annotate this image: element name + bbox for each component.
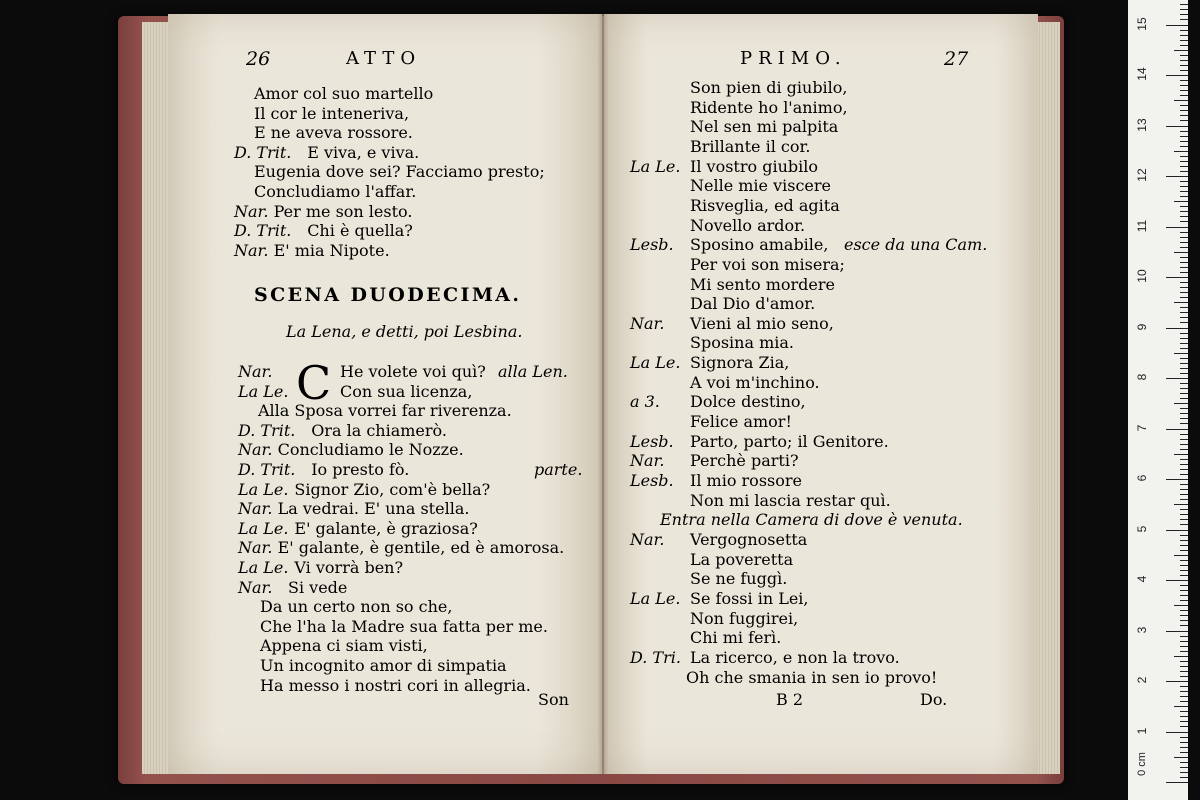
ruler-number: 14 xyxy=(1135,67,1149,81)
ruler-tick xyxy=(1180,161,1188,162)
ruler-tick xyxy=(1166,176,1188,177)
ruler-tick xyxy=(1180,181,1188,182)
verse-line: Ora la chiamerò. xyxy=(311,420,447,440)
ruler-tick xyxy=(1180,620,1188,621)
verse-line: Non mi lascia restar quì. xyxy=(690,490,891,510)
speaker-label: D. Trit. xyxy=(238,460,296,479)
verse-line: Se ne fuggì. xyxy=(690,569,788,589)
ruler-tick xyxy=(1180,196,1188,197)
right-running-head: PRIMO. xyxy=(740,48,847,69)
ruler-tick xyxy=(1180,499,1188,500)
ruler-tick xyxy=(1180,590,1188,591)
ruler-tick xyxy=(1180,267,1188,268)
ruler-tick xyxy=(1180,423,1188,424)
speaker-label: Nar. xyxy=(238,499,273,519)
left-page-number: 26 xyxy=(246,48,271,70)
speaker-label: La Le. xyxy=(238,558,289,577)
measuring-ruler xyxy=(1128,0,1188,800)
speaker-label: La Le. xyxy=(630,588,681,608)
ruler-tick xyxy=(1180,625,1188,626)
ruler-tick xyxy=(1180,762,1188,763)
verse-line: Il cor le inteneriva, xyxy=(254,103,410,123)
verse-line: Signora Zia, xyxy=(690,353,790,373)
stage-direction: esce da una Cam. xyxy=(844,235,988,255)
verse-line: Un incognito amor di simpatia xyxy=(260,656,507,675)
ruler-tick xyxy=(1180,388,1188,389)
ruler-tick xyxy=(1180,272,1188,273)
ruler-tick xyxy=(1180,307,1188,308)
ruler-tick xyxy=(1180,136,1188,137)
ruler-tick xyxy=(1166,378,1188,379)
verse-line: E ne aveva rossore. xyxy=(254,123,413,143)
ruler-tick xyxy=(1174,353,1188,354)
ruler-tick xyxy=(1180,570,1188,571)
ruler-tick xyxy=(1174,100,1188,101)
ruler-tick xyxy=(1180,600,1188,601)
ruler-tick xyxy=(1180,211,1188,212)
speaker-label: a 3. xyxy=(630,392,660,412)
verse-line: Io presto fò. xyxy=(311,460,410,479)
ruler-tick xyxy=(1166,429,1188,430)
ruler-tick xyxy=(1180,439,1188,440)
verse-line: Brillante il cor. xyxy=(690,136,811,156)
ruler-number: 3 xyxy=(1135,626,1149,633)
ruler-tick xyxy=(1174,555,1188,556)
ruler-tick xyxy=(1180,641,1188,642)
ruler-tick xyxy=(1180,312,1188,313)
ruler-tick xyxy=(1180,171,1188,172)
ruler-tick xyxy=(1180,115,1188,116)
ruler-tick xyxy=(1180,545,1188,546)
ruler-tick xyxy=(1180,186,1188,187)
ruler-tick xyxy=(1180,333,1188,334)
stage-direction: alla Len. xyxy=(498,362,568,381)
ruler-tick xyxy=(1174,201,1188,202)
ruler-tick xyxy=(1180,110,1188,111)
ruler-tick xyxy=(1180,317,1188,318)
verse-line: Amor col suo martello xyxy=(254,84,434,103)
left-page-edges xyxy=(142,22,168,774)
ruler-tick xyxy=(1180,434,1188,435)
ruler-tick xyxy=(1180,297,1188,298)
ruler-tick xyxy=(1180,55,1188,56)
ruler-tick xyxy=(1166,530,1188,531)
verse-line: A voi m'inchino. xyxy=(690,372,820,392)
ruler-tick xyxy=(1180,464,1188,465)
verse-line: E' galante, è gentile, ed è amorosa. xyxy=(277,538,565,558)
speaker-label: Lesb. xyxy=(630,471,674,490)
ruler-tick xyxy=(1180,676,1188,677)
speaker-label: Nar. xyxy=(238,538,273,558)
verse-line: Signor Zio, com'è bella? xyxy=(294,479,491,499)
ruler-tick xyxy=(1180,70,1188,71)
verse-line: Risveglia, ed agita xyxy=(690,195,840,215)
ruler-number: 15 xyxy=(1135,16,1149,31)
verse-line: Oh che smania in sen io provo! xyxy=(686,667,938,687)
ruler-tick xyxy=(1180,398,1188,399)
ruler-number: 13 xyxy=(1135,117,1149,132)
speaker-label: Lesb. xyxy=(630,235,674,255)
verse-line: Perchè parti? xyxy=(690,451,799,471)
ruler-tick xyxy=(1180,595,1188,596)
ruler-tick xyxy=(1180,489,1188,490)
verse-line: Son pien di giubilo, xyxy=(690,78,848,97)
verse-line: Ridente ho l'animo, xyxy=(690,97,848,117)
verse-line: Si vede xyxy=(288,577,348,597)
ruler-tick xyxy=(1180,636,1188,637)
ruler-tick xyxy=(1166,681,1188,682)
ruler-tick xyxy=(1180,474,1188,475)
ruler-tick xyxy=(1180,484,1188,485)
verse-line: Il vostro giubilo xyxy=(690,156,818,176)
ruler-tick xyxy=(1180,651,1188,652)
verse-line: E' galante, è graziosa? xyxy=(294,518,478,538)
ruler-tick xyxy=(1180,691,1188,692)
speaker-label: Lesb. xyxy=(630,431,674,451)
ruler-tick xyxy=(1180,550,1188,551)
ruler-tick xyxy=(1180,575,1188,576)
verse-line: Il mio rossore xyxy=(690,471,802,490)
ruler-number: 2 xyxy=(1135,676,1149,684)
ruler-tick xyxy=(1180,105,1188,106)
ruler-tick xyxy=(1180,560,1188,561)
ruler-tick xyxy=(1180,737,1188,738)
ruler-tick xyxy=(1180,449,1188,450)
ruler-tick xyxy=(1180,393,1188,394)
ruler-tick xyxy=(1180,30,1188,31)
ruler-tick xyxy=(1166,126,1188,127)
ruler-tick xyxy=(1180,80,1188,81)
ruler-number: 10 xyxy=(1135,269,1149,283)
stage-direction: parte. xyxy=(534,460,583,479)
ruler-tick xyxy=(1180,4,1188,5)
ruler-number: 7 xyxy=(1135,424,1149,431)
verse-line: Sposina mia. xyxy=(690,333,795,353)
ruler-tick xyxy=(1180,287,1188,288)
ruler-number: 6 xyxy=(1135,474,1149,482)
ruler-tick xyxy=(1174,656,1188,657)
ruler-tick xyxy=(1180,373,1188,374)
ruler-tick xyxy=(1174,757,1188,758)
ruler-tick xyxy=(1174,252,1188,253)
ruler-tick xyxy=(1180,90,1188,91)
ruler-tick xyxy=(1180,646,1188,647)
ruler-number: 11 xyxy=(1135,219,1149,232)
ruler-tick xyxy=(1180,696,1188,697)
ruler-tick xyxy=(1180,216,1188,217)
verse-line: Ha messo i nostri cori in allegria. xyxy=(260,675,531,695)
speaker-label: D. Trit. xyxy=(234,221,292,241)
ruler-tick xyxy=(1180,292,1188,293)
speaker-label: La Le. xyxy=(630,353,681,373)
verse-line: Non fuggirei, xyxy=(690,608,799,628)
ruler-tick xyxy=(1180,666,1188,667)
ruler-tick xyxy=(1166,328,1188,329)
ruler-tick xyxy=(1180,45,1188,46)
verse-line: Novello ardor. xyxy=(690,215,806,235)
ruler-unit-label: 0 cm xyxy=(1135,752,1148,776)
verse-line: Dal Dio d'amor. xyxy=(690,294,816,314)
ruler-tick xyxy=(1180,671,1188,672)
ruler-tick xyxy=(1180,772,1188,773)
speaker-label: D. Tri. xyxy=(630,647,681,667)
ruler-tick xyxy=(1180,166,1188,167)
ruler-tick xyxy=(1180,247,1188,248)
ruler-tick xyxy=(1180,343,1188,344)
ruler-tick xyxy=(1180,232,1188,233)
verse-line: Eugenia dove sei? Facciamo presto; xyxy=(254,162,545,182)
signature-mark: B 2 xyxy=(776,690,804,709)
ruler-tick xyxy=(1180,363,1188,364)
stage-direction: Entra nella Camera di dove è venuta. xyxy=(660,510,963,530)
ruler-tick xyxy=(1180,610,1188,611)
ruler-tick xyxy=(1166,25,1188,26)
ruler-tick xyxy=(1166,631,1188,632)
ruler-tick xyxy=(1180,711,1188,712)
verse-line: Concludiamo le Nozze. xyxy=(277,440,464,460)
ruler-tick xyxy=(1180,257,1188,258)
speaker-label: Nar. xyxy=(238,362,273,381)
ruler-tick xyxy=(1180,242,1188,243)
ruler-tick xyxy=(1180,131,1188,132)
ruler-tick xyxy=(1166,227,1188,228)
verse-line: Per voi son misera; xyxy=(690,254,845,274)
ruler-tick xyxy=(1174,706,1188,707)
ruler-tick xyxy=(1174,403,1188,404)
ruler-tick xyxy=(1180,156,1188,157)
ruler-tick xyxy=(1180,413,1188,414)
ruler-tick xyxy=(1174,302,1188,303)
ruler-tick xyxy=(1166,479,1188,480)
speaker-label: D. Trit. xyxy=(238,420,296,440)
verse-line: Felice amor! xyxy=(690,412,792,432)
scene-subtitle: La Lena, e detti, poi Lesbina. xyxy=(286,322,523,341)
speaker-label: Nar. xyxy=(238,577,273,597)
ruler-tick xyxy=(1180,701,1188,702)
speaker-label: La Le. xyxy=(630,156,681,176)
drop-capital: C xyxy=(296,356,332,410)
ruler-number: 1 xyxy=(1135,727,1149,734)
ruler-tick xyxy=(1180,444,1188,445)
right-catchword: Do. xyxy=(920,690,948,709)
book-gutter xyxy=(598,14,608,774)
ruler-tick xyxy=(1166,277,1188,278)
verse-line: Se fossi in Lei, xyxy=(690,588,809,608)
ruler-tick xyxy=(1180,348,1188,349)
ruler-tick xyxy=(1180,469,1188,470)
ruler-tick xyxy=(1180,60,1188,61)
verse-line: Nelle mie viscere xyxy=(690,176,832,196)
verse-line: Chi è quella? xyxy=(307,221,413,241)
ruler-tick xyxy=(1180,661,1188,662)
verse-line: Con sua licenza, xyxy=(340,381,473,401)
speaker-label: Nar. xyxy=(630,529,665,549)
ruler-tick xyxy=(1180,408,1188,409)
verse-line: Per me son lesto. xyxy=(273,201,413,221)
ruler-tick xyxy=(1180,535,1188,536)
verse-line: Da un certo non so che, xyxy=(260,597,453,617)
ruler-tick xyxy=(1166,732,1188,733)
ruler-tick xyxy=(1180,206,1188,207)
ruler-tick xyxy=(1180,95,1188,96)
speaker-label: Nar. xyxy=(234,240,269,260)
verse-line: La poveretta xyxy=(690,549,794,569)
verse-line: Che l'ha la Madre sua fatta per me. xyxy=(260,616,548,636)
ruler-tick xyxy=(1180,338,1188,339)
ruler-tick xyxy=(1180,383,1188,384)
ruler-tick xyxy=(1180,368,1188,369)
speaker-label: Nar. xyxy=(630,451,665,471)
verse-line: E' mia Nipote. xyxy=(273,240,390,260)
ruler-tick xyxy=(1180,726,1188,727)
ruler-tick xyxy=(1180,358,1188,359)
ruler-tick xyxy=(1180,120,1188,121)
speaker-label: Nar. xyxy=(238,440,273,460)
ruler-tick xyxy=(1180,146,1188,147)
ruler-tick xyxy=(1180,585,1188,586)
ruler-tick xyxy=(1180,191,1188,192)
ruler-tick xyxy=(1180,221,1188,222)
verse-line: Alla Sposa vorrei far riverenza. xyxy=(258,401,512,421)
verse-line: La vedrai. E' una stella. xyxy=(277,499,470,519)
verse-line: Vieni al mio seno, xyxy=(690,313,834,333)
ruler-tick xyxy=(1166,782,1188,783)
ruler-tick xyxy=(1180,742,1188,743)
ruler-tick xyxy=(1180,35,1188,36)
left-catchword: Son xyxy=(538,690,569,709)
ruler-tick xyxy=(1180,615,1188,616)
ruler-tick xyxy=(1180,686,1188,687)
left-running-head: ATTO xyxy=(346,48,422,69)
ruler-tick xyxy=(1166,580,1188,581)
ruler-tick xyxy=(1180,65,1188,66)
ruler-tick xyxy=(1180,767,1188,768)
ruler-tick xyxy=(1180,540,1188,541)
ruler-tick xyxy=(1180,322,1188,323)
speaker-label: Nar. xyxy=(234,201,269,221)
verse-line: Parto, parto; il Genitore. xyxy=(690,431,889,451)
verse-line: E viva, e viva. xyxy=(307,142,420,162)
verse-line: Chi mi ferì. xyxy=(690,628,782,648)
speaker-label: D. Trit. xyxy=(234,142,292,162)
scene-title: SCENA DUODECIMA. xyxy=(254,284,522,306)
speaker-label: La Le. xyxy=(238,518,289,538)
verse-line: Sposino amabile, xyxy=(690,235,829,255)
ruler-tick xyxy=(1180,262,1188,263)
ruler-tick xyxy=(1180,282,1188,283)
verse-line: La ricerco, e non la trovo. xyxy=(690,647,900,667)
ruler-tick xyxy=(1180,514,1188,515)
ruler-tick xyxy=(1180,237,1188,238)
speaker-label: La Le. xyxy=(238,381,289,401)
verse-line: He volete voi quì? xyxy=(340,362,486,381)
speaker-label: Nar. xyxy=(630,313,665,333)
verse-line: Mi sento mordere xyxy=(690,274,835,294)
ruler-tick xyxy=(1174,605,1188,606)
ruler-tick xyxy=(1174,50,1188,51)
ruler-tick xyxy=(1180,141,1188,142)
ruler-tick xyxy=(1180,752,1188,753)
ruler-tick xyxy=(1180,9,1188,10)
ruler-tick xyxy=(1180,716,1188,717)
ruler-tick xyxy=(1180,85,1188,86)
verse-line: Dolce destino, xyxy=(690,392,806,412)
ruler-tick xyxy=(1180,494,1188,495)
ruler-tick xyxy=(1180,777,1188,778)
ruler-tick xyxy=(1180,418,1188,419)
ruler-tick xyxy=(1180,40,1188,41)
verse-line: Appena ci siam visti, xyxy=(260,636,428,656)
ruler-tick xyxy=(1180,509,1188,510)
speaker-label: La Le. xyxy=(238,479,289,499)
ruler-number: 5 xyxy=(1135,525,1149,532)
verse-line: Vergognosetta xyxy=(690,529,808,549)
verse-line: Nel sen mi palpita xyxy=(690,117,839,137)
ruler-tick xyxy=(1174,151,1188,152)
ruler-number: 8 xyxy=(1135,373,1149,381)
ruler-number: 9 xyxy=(1135,323,1149,330)
ruler-tick xyxy=(1180,519,1188,520)
ruler-tick xyxy=(1180,459,1188,460)
ruler-tick xyxy=(1174,454,1188,455)
ruler-tick xyxy=(1180,721,1188,722)
ruler-tick xyxy=(1180,524,1188,525)
ruler-tick xyxy=(1180,565,1188,566)
verse-line: Vi vorrà ben? xyxy=(294,558,404,577)
verse-line: Concludiamo l'affar. xyxy=(254,182,417,201)
ruler-tick xyxy=(1166,75,1188,76)
ruler-number: 12 xyxy=(1135,168,1149,182)
ruler-number: 4 xyxy=(1135,575,1149,583)
ruler-tick xyxy=(1174,504,1188,505)
ruler-tick xyxy=(1180,19,1188,20)
ruler-tick xyxy=(1180,747,1188,748)
right-page-number: 27 xyxy=(944,48,969,70)
ruler-tick xyxy=(1180,14,1188,15)
